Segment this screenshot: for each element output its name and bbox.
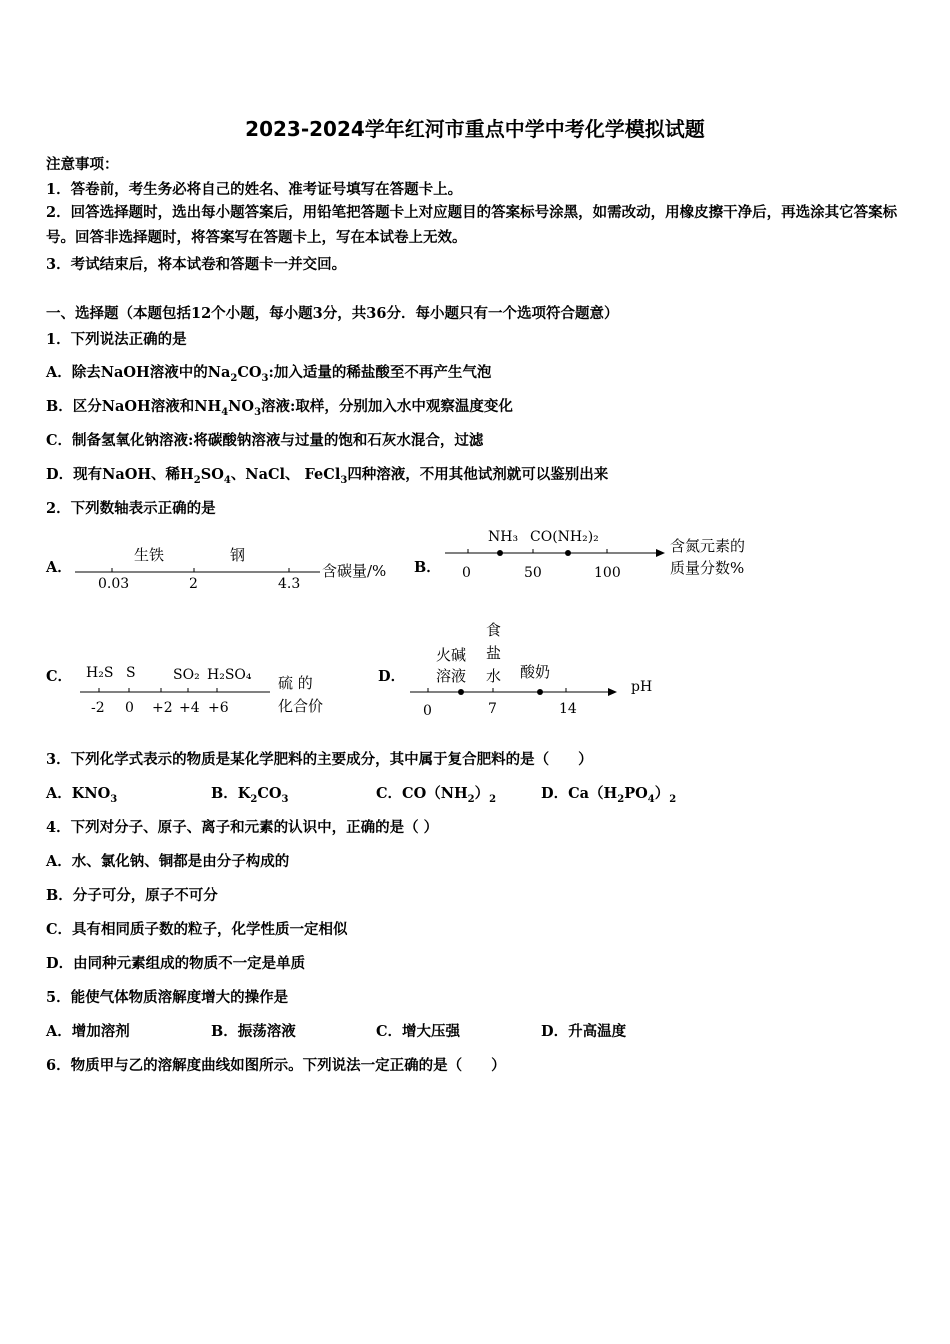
top-label: 水 xyxy=(486,667,502,685)
tick-label: 0 xyxy=(125,700,134,716)
top-label: S xyxy=(126,665,136,681)
option-a: A．水、氯化钠、铜都是由分子构成的 xyxy=(46,853,290,870)
option-a: A．$KNO_3$ xyxy=(46,785,118,805)
section-heading: 一、选择题（本题包括12个小题，每小题3分，共36分．每小题只有一个选项符合题意） xyxy=(46,305,619,322)
option-b: B．区分NaOH溶液和$NH_4NO_3$溶液:取样，分别加入水中观察温度变化 xyxy=(46,398,513,418)
option-d: D．升高温度 xyxy=(541,1023,627,1040)
option-c: C．制备氢氧化钠溶液:将碳酸钠溶液与过量的饱和石灰水混合，过滤 xyxy=(46,432,484,449)
notice-heading: 注意事项： xyxy=(46,156,119,173)
tick-label: 50 xyxy=(524,565,542,581)
page-title: 2023-2024学年红河市重点中学中考化学模拟试题 xyxy=(245,117,705,141)
notice-item: 3．考试结束后，将本试卷和答题卡一并交回。 xyxy=(46,256,347,273)
option-b: B．$K_2CO_3$ xyxy=(211,785,289,805)
top-label: 钢 xyxy=(230,546,246,564)
option-d-label: D． xyxy=(378,668,406,685)
tick-label: 7 xyxy=(488,701,497,717)
option-c: C．$CO(NH_2)_2$ xyxy=(376,785,497,805)
top-label: 火碱 xyxy=(436,646,467,664)
axis-label: 质量分数% xyxy=(670,559,745,577)
tick-label: 100 xyxy=(594,565,621,581)
option-d: D．$Ca(H_2PO_4)_2$ xyxy=(541,785,677,805)
option-c: C．具有相同质子数的粒子，化学性质一定相似 xyxy=(46,921,348,938)
point xyxy=(497,550,503,556)
option-d: D．由同种元素组成的物质不一定是单质 xyxy=(46,955,306,972)
tick-label: -2 xyxy=(91,700,105,716)
arrow-head xyxy=(656,549,665,557)
tick-label: 0 xyxy=(462,565,471,581)
number-line-b xyxy=(440,525,770,585)
option-row xyxy=(46,782,706,805)
option-b: B．振荡溶液 xyxy=(211,1023,296,1040)
number-line-a xyxy=(70,535,410,595)
point xyxy=(537,689,543,695)
axis-label: 硫 的 xyxy=(278,674,313,692)
top-label: H₂S xyxy=(86,665,114,681)
tick-label: +2 xyxy=(152,700,173,716)
top-label: CO(NH₂)₂ xyxy=(530,529,599,545)
point xyxy=(458,689,464,695)
axis-label: 含碳量/% xyxy=(322,562,387,580)
top-label: 酸奶 xyxy=(520,663,551,681)
notice-item: 1．答卷前，考生务必将自己的姓名、准考证号填写在答题卡上。 xyxy=(46,181,463,198)
question-stem: 4．下列对分子、原子、离子和元素的认识中，正确的是（ ） xyxy=(46,819,439,836)
option-a: A．增加溶剂 xyxy=(46,1023,130,1040)
axis-label: 化合价 xyxy=(278,697,324,715)
tick-label: 4.3 xyxy=(278,576,301,592)
axis-label: 含氮元素的 xyxy=(670,537,746,555)
option-b-label: B． xyxy=(414,559,441,576)
question-stem: 5．能使气体物质溶解度增大的操作是 xyxy=(46,989,289,1006)
tick-label: +4 xyxy=(179,700,200,716)
question-stem: 2．下列数轴表示正确的是 xyxy=(46,500,216,517)
top-label: SO₂ xyxy=(173,667,200,683)
option-row xyxy=(46,1020,706,1041)
axis-label: pH xyxy=(631,679,653,695)
tick-label: 0 xyxy=(423,703,432,719)
top-label: NH₃ xyxy=(488,529,519,545)
notice-item: 2．回答选择题时，选出每小题答案后，用铅笔把答题卡上对应题目的答案标号涂黑，如需改动，用橡皮擦干净后，再选涂其它答案标号。回答非选择题时，将答案写在答题卡上，写在本试卷上无效。 xyxy=(46,204,898,246)
top-label: 生铁 xyxy=(134,546,165,564)
tick-label: 14 xyxy=(559,701,577,717)
top-label: 食 xyxy=(486,621,502,639)
tick-label: 0.03 xyxy=(98,576,130,592)
question-stem: 6．物质甲与乙的溶解度曲线如图所示。下列说法一定正确的是（ ） xyxy=(46,1057,506,1074)
option-c-label: C． xyxy=(46,668,73,685)
top-label: H₂SO₄ xyxy=(207,667,252,683)
option-a: A．除去NaOH溶液中的$Na_2CO_3$:加入适量的稀盐酸至不再产生气泡 xyxy=(46,364,492,384)
question-stem: 3．下列化学式表示的物质是某化学肥料的主要成分，其中属于复合肥料的是（ ） xyxy=(46,751,593,768)
arrow-head xyxy=(608,688,617,696)
question-stem: 1．下列说法正确的是 xyxy=(46,331,187,348)
option-a-label: A． xyxy=(46,559,72,576)
tick-label: 2 xyxy=(189,576,198,592)
option-c: C．增大压强 xyxy=(376,1023,461,1040)
option-d: D．现有NaOH、稀$H_2SO_4$、NaCl、 FeCl$_3$四种溶液，不用其他试剂就可以鉴别出来 xyxy=(46,466,609,486)
option-b: B．分子可分，原子不可分 xyxy=(46,887,218,904)
point xyxy=(565,550,571,556)
number-line-c xyxy=(70,655,360,720)
top-label: 溶液 xyxy=(436,667,467,685)
tick-label: +6 xyxy=(208,700,229,716)
top-label: 盐 xyxy=(486,644,502,662)
number-line-d xyxy=(400,615,680,720)
